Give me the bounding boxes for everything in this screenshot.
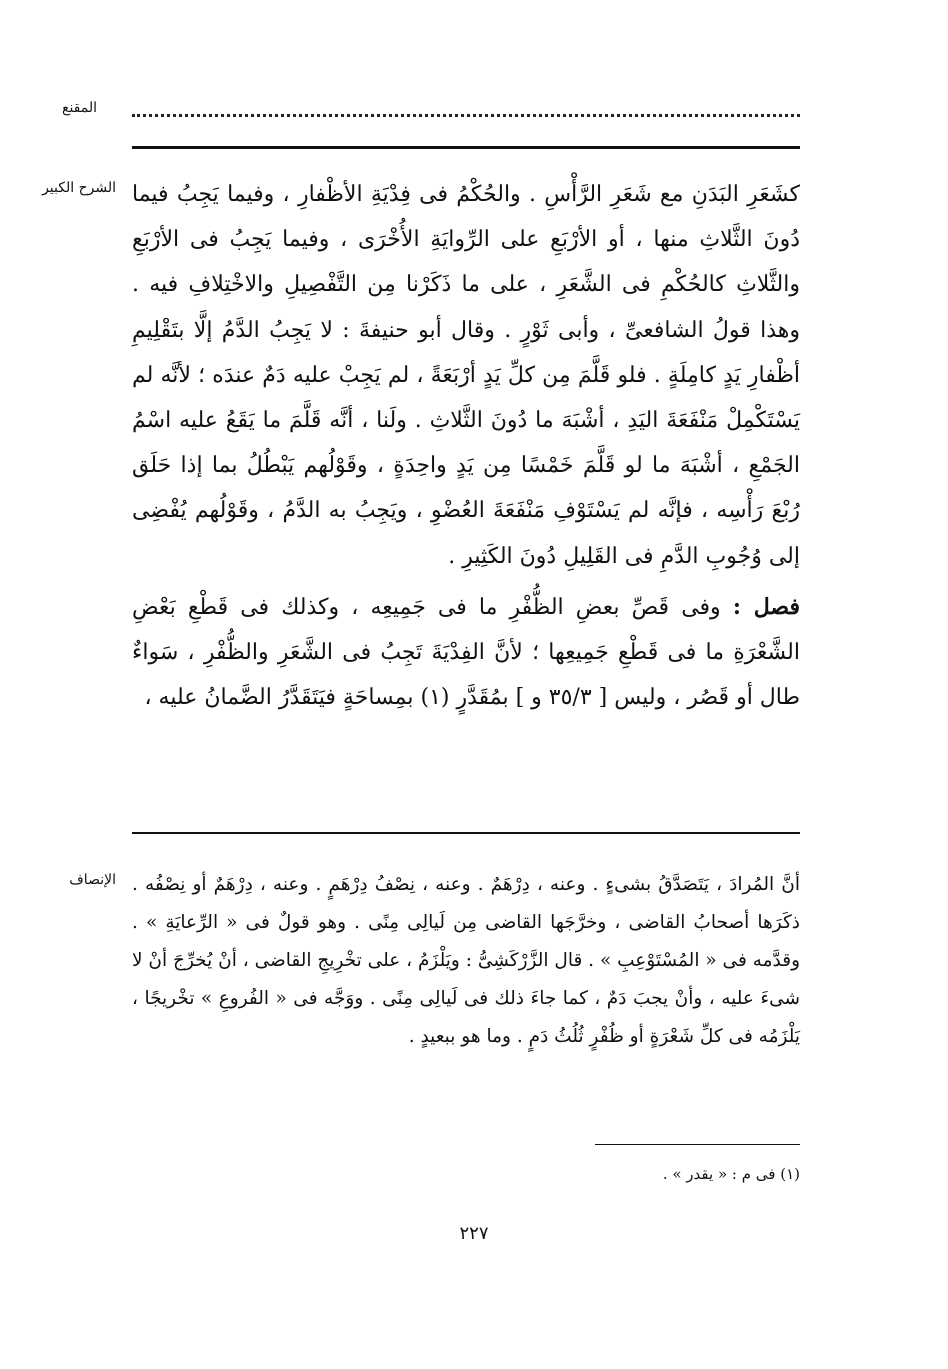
main-paragraph-1: كشَعَرِ البَدَنِ مع شَعَرِ الرَّأْسِ . والحُكْمُ فى فِدْيَةِ الأظْفارِ ، وفيما يَجِبُ فيما دُونَ الثَّلاثِ منها ، أو الأرْبَعِ على الرِّوايَةِ الأُخْرَى ، وفيما يَجِبُ فى الأرْبَعِ والثَّلاثِ كالحُكْمِ فى الشَّعَرِ ، على ما ذَكَرْنا مِن التَّفْصِيلِ والاخْتِلافِ فيه . وهذا قولُ الشافعىِّ ، وأبى ثَوْرٍ . وقال أبو حنيفةَ : لا يَجِبُ الدَّمُ إلَّا بتَقْلِيمِ أظْفارِ يَدٍ كامِلَةٍ . فلو قَلَّمَ مِن كلِّ يَدٍ أرْبَعَةً ، لم يَجِبْ عليه دَمٌ عندَه ؛ لأنَّه لم يَسْتَكْمِلْ مَنْفَعَةَ اليَدِ ، أشْبَهَ ما دُونَ الثَّلاثِ . ولَنا ، أنَّه قَلَّمَ ما يَقَعُ عليه اسْمُ الجَمْعِ ، أشْبَهَ ما لو قَلَّمَ خَمْسًا مِن يَدٍ واحِدَةٍ ، وقَوْلُهم يَبْطُلُ بما إذا حَلَق رُبْعَ رَأْسِه ، فإنَّه لم يَسْتَوْفِ مَنْفَعَةَ العُضْوِ ، ويَجِبُ به الدَّمُ ، وقَوْلُهم يُفْضِى إلى وُجُوبِ الدَّمِ فى القَلِيلِ دُونَ الكَثِيرِ . bbox=[132, 182, 800, 569]
insaf-text bbox=[132, 866, 800, 1056]
main-paragraph-2-text: وفى قَصِّ بعضِ الظُّفْرِ ما فى جَمِيعِه ، وكذلك فى قَطْعِ بَعْضِ الشَّعْرَةِ ما فى قَطْعِ جَمِيعِها ؛ لأنَّ الفِدْيَةَ تَجِبُ فى الشَّعَرِ والظُّفْرِ ، سَواءٌ طال أو قَصُر ، وليس [ ٣٥/٣ و ] بمُقَدَّرٍ (١) بمِساحَةٍ فيَتَقَدَّرُ الضَّمانُ عليه ، bbox=[132, 594, 800, 711]
main-paragraph-2 bbox=[132, 585, 800, 721]
running-title: المقنع bbox=[62, 100, 98, 116]
footnote: (١) فى م : « يقدر » . bbox=[662, 1165, 800, 1183]
insaf-label: الإنصاف bbox=[69, 872, 116, 888]
fasl-heading: فصل : bbox=[732, 593, 800, 620]
sharh-label: الشرح الكبير bbox=[42, 180, 116, 196]
page-number: ٢٢٧ bbox=[459, 1223, 489, 1244]
section-rule bbox=[132, 832, 800, 834]
insaf-paragraph: أنَّ المُرادَ ، يَتَصَدَّقُ بشىءٍ . وعنه ، دِرْهَمٌ . وعنه ، نِصْفُ دِرْهَمٍ . وعنه ، دِرْهَمٌ أو نِصْفُه . ذكَرَها أصحابُ القاضى ، وخرَّجَها القاضى مِن لَيالِى مِنًى . وهو قولٌ فى « الرِّعايَةِ » . وقدَّمه فى « المُسْتَوْعِبِ » . قال الزَّرْكَشِىُّ : ويَلْزَمُ ، على تخْرِيجِ القاضى ، أنْ يُخرِّجَ أنْ لا شىءَ عليه ، وأنْ يجبَ دَمٌ ، كما جاءَ ذلك فى لَيالِى مِنًى . ووَجَّه فى « الفُروعِ » تخْريجًا ، يَلْزَمُه فى كلِّ شَعْرَةٍ أو ظُفْرٍ ثُلُثُ دَمٍ . وما هو ببعيدٍ . bbox=[132, 874, 800, 1047]
header-rule bbox=[132, 146, 800, 149]
footnote-rule bbox=[595, 1144, 800, 1145]
header-dotted-rule bbox=[132, 114, 800, 117]
main-text bbox=[132, 172, 800, 720]
